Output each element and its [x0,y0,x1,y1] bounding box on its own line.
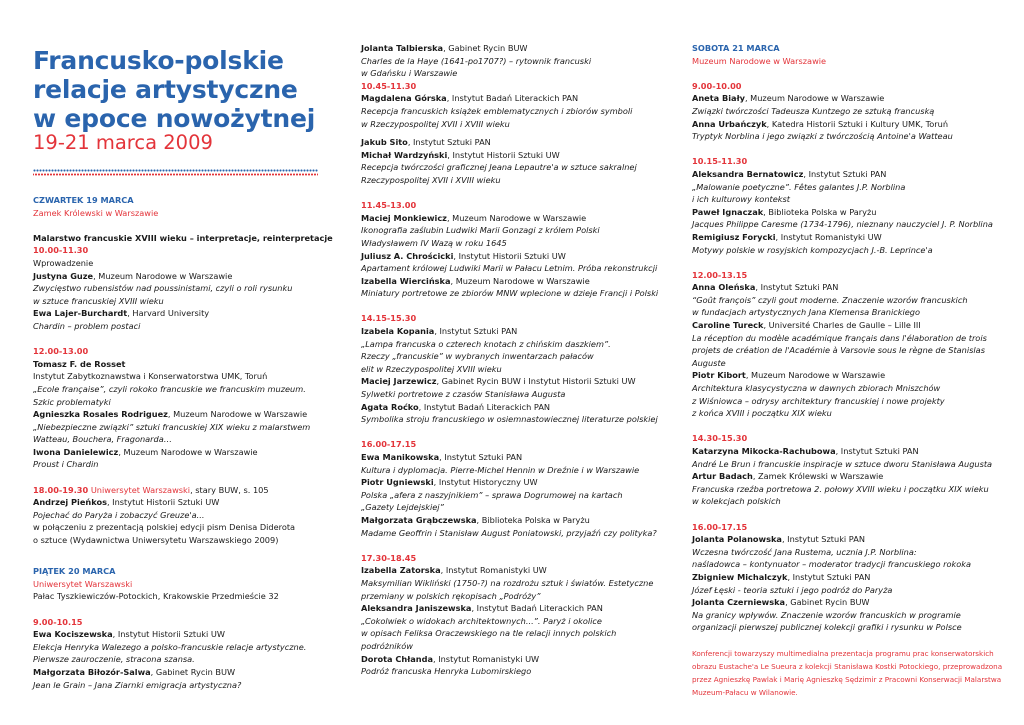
speaker-line [361,375,673,388]
lecture-title: Miniatury portretowe ze zbiorów MNW wplecione w dzieje Francji i Polski [361,288,659,299]
lecture-title: Charles de la Haye (1641-po1707?) – rytownik francuski [361,55,592,66]
venue-name: Uniwersytet Warszawski [33,578,133,589]
spacer [692,508,1004,521]
speaker-name: Iwona Danielewicz [33,446,119,457]
venue-name: Muzeum Narodowe w Warszawie [692,55,827,66]
title-line-3: w epoce nowożytnej [33,104,316,133]
text-line: Pałac Tyszkiewiczów-Potockich, Krakowskie Przedmieście 32 [33,591,279,602]
spacer [361,300,673,313]
lecture-title: La réception du modèle académique français dans l'élaboration de trois [692,332,987,343]
lecture-title: Zwycięstwo rubensistów nad poussinistami, czyli o roli rysunku [33,283,293,294]
speaker-affiliation: , Muzeum Narodowe w Warszawie [167,409,308,420]
speaker-line [692,533,1004,546]
lecture-title: Chardin – problem postaci [33,320,141,331]
dotted-divider [33,169,318,176]
speaker-name: Aneta Biały [692,93,745,104]
spacer [692,67,1004,80]
speaker-name: Małgorzata Grąbczewska [361,514,477,525]
speaker-affiliation: , Katedra Historii Sztuki i Kultury UMK, Toruń [766,118,949,129]
lecture-title: Sylwetki portretowe z czasów Stanisława Augusta [361,389,566,400]
speaker-line [361,250,673,263]
speaker-name: Andrzej Pieńkos [33,497,107,508]
speaker-affiliation: , Harvard University [127,308,210,319]
speaker-affiliation: , Instytut Historii Sztuki UW [112,629,226,640]
lecture-title: Jacques Philippe Caresme (1734-1796), nieznany nauczyciel J. P. Norblina [692,219,993,230]
speaker-line [692,596,1004,609]
title-line-1: Francusko-polskie [33,46,284,75]
speaker-affiliation: , Instytut Historii Sztuki UW [447,149,560,160]
speaker-name: Piotr Ugniewski [361,477,434,488]
lecture-title: projets de création de l'Académie à Varsovie sous le règne de Stanislas [692,345,985,356]
lecture-title: Rzeczypospolitej XVII i XVIII wieku [361,174,501,185]
speaker-name: Justyna Guze [33,270,94,281]
speaker-affiliation: , Muzeum Narodowe w Warszawie [446,212,587,223]
speaker-name: Jolanta Polanowska [692,534,782,545]
lecture-title: „Niebezpieczne związki” sztuki francuskiej XIX wieku z malarstwem [33,421,311,432]
lecture-title: w fundacjach artystycznych Jana Klemensa Branickiego [692,307,920,318]
spacer [361,426,673,439]
text-line: w połączeniu z prezentacją polskiej edycji pism Denisa Diderota [33,522,296,533]
session-time: 11.45-13.00 [361,200,417,211]
speaker-name: Magdalena Górska [361,93,447,104]
speaker-name: Małgorzata Biłozór-Salwa [33,666,151,677]
spacer [33,471,328,484]
speaker-name: Remigiusz Forycki [692,231,776,242]
speaker-affiliation: , Instytut Historyczny UW [433,477,538,488]
speaker-affiliation: , Instytut Sztuki PAN [434,326,518,337]
speaker-affiliation: , Gabinet Rycin BUW i Instytut Historii Sztuki UW [436,376,636,387]
session-time: 14.15-15.30 [361,313,417,324]
speaker-name: Agata Roćko [361,401,419,412]
spacer [33,333,328,346]
lecture-title: „Cokolwiek o widokach architektownych...”. Paryż i okolice [361,615,602,626]
lecture-title: Wczesna twórczość Jana Rustema, ucznia J.P. Norblina: [692,546,917,557]
lecture-title: w Gdańsku i Warszawie [361,68,458,79]
speaker-line [361,514,673,527]
lecture-title: André Le Brun i francuskie inspiracje w sztuce dworu Stanisława Augusta [692,458,993,469]
spacer [33,219,328,232]
session-time: 16.00-17.15 [361,439,417,450]
speaker-affiliation: , Instytut Romanistyki UW [433,653,540,664]
speaker-line [361,42,673,55]
speaker-line [692,470,1004,483]
speaker-name: Agnieszka Rosales Rodriguez [33,409,168,420]
speaker-line [692,445,1004,458]
speaker-name: Aleksandra Janiszewska [361,603,472,614]
session-time: 9.00-10.15 [33,616,83,627]
venue-name: Zamek Królewski w Warszawie [33,207,159,218]
speaker-line [692,369,1004,382]
speaker-name: Paweł Ignaczak [692,206,764,217]
spacer [361,187,673,200]
spacer [692,634,1004,647]
speaker-affiliation: , Instytut Sztuki PAN [835,446,919,456]
session-time: 17.30-18.45 [361,552,417,563]
speaker-line [361,602,673,615]
speaker-name: Jolanta Czerniewska [692,597,786,608]
speaker-name: Piotr Kibort [692,370,746,381]
footnote-line: przez Agnieszkę Pawlak i Marię Agnieszkę Sędzimir z Pracowni Konserwacji Malarstwa [692,674,1002,684]
lecture-title: Watteau, Bouchera, Fragonarda… [33,434,172,445]
lecture-title: „Gazety Lejdejskiej” [361,502,444,513]
lecture-title: Elekcja Henryka Walezego a polsko-francuskie relacje artystyczne. [33,641,307,652]
speaker-affiliation: , Université Charles de Gaulle – Lille III [763,320,921,331]
title-line-2: relacje artystyczne [33,75,298,104]
speaker-line [361,136,673,149]
lecture-title: Recepcja twórczości graficznej Jeana Lepautre'a w sztuce sakralnej [361,162,637,173]
speaker-affiliation: , Gabinet Rycin BUW [785,597,870,608]
text-line: o sztuce (Wydawnictwa Uniwersytetu Warszawskiego 2009) [33,535,279,546]
speaker-name: Katarzyna Mikocka-Rachubowa [692,446,836,456]
day-heading: PIĄTEK 20 MARCA [33,566,116,577]
speaker-name: Maciej Monkiewicz [361,212,447,223]
section-heading: Tomasz F. de Rosset [33,358,126,369]
speaker-line [33,408,328,421]
speaker-name: Michał Wardzyński [361,149,448,160]
spacer [361,539,673,552]
lecture-title: Pojechać do Paryża i zobaczyć Greuze'a... [33,509,205,520]
speaker-affiliation: , Gabinet Rycin BUW [443,43,528,53]
lecture-title: przemiany w polskich rękopisach „Podróży” [361,590,541,601]
lecture-title: Recepcja francuskich książek emblematycznych i zbiorów symboli [361,105,633,116]
speaker-name: Zbigniew Michalczyk [692,571,788,582]
speaker-affiliation: , Muzeum Narodowe w Warszawie [450,275,590,286]
speaker-name: Izabela Kopania [361,326,435,337]
session-time: 12.00-13.00 [33,346,89,357]
speaker-line [692,118,1004,131]
speaker-affiliation: , Instytut Sztuki PAN [781,534,865,545]
venue-detail: , stary BUW, s. 105 [190,484,269,495]
speaker-line [361,401,673,414]
lecture-title: naśladowca – kontynuator – moderator tradycji francuskiego rokoka [692,559,971,570]
speaker-name: Artur Badach [692,471,753,482]
speaker-name: Ewa Lajer-Burchardt [33,308,128,319]
lecture-title: Władysławem IV Wazą w roku 1645 [361,237,507,248]
session-time: 10.45-11.30 [361,80,417,91]
text-line: Instytut Zabytkoznawstwa i Konserwatorstwa UMK, Toruń [33,371,268,382]
lecture-title: „Lampa francuska o czterech knotach z chińskim daszkiem”. [361,338,611,349]
lecture-title: w sztuce francuskiej XVIII wieku [33,295,164,306]
speaker-line [33,628,328,641]
lecture-title: Symbolika stroju francuskiego w osiemnastowiecznej literaturze polskiej [361,414,658,425]
speaker-name: Aleksandra Bernatowicz [692,168,804,179]
footnote-line: Konferencji towarzyszy multimedialna prezentacja programu prac konserwatorskich [692,648,994,658]
speaker-affiliation: , Instytut Sztuki PAN [787,571,871,582]
lecture-title: „Malowanie poetyczne”. Fêtes galantes J.P. Norblina [692,181,906,192]
speaker-line [33,666,328,679]
lecture-title: Motywy polskie w rosyjskich kompozycjach J.-B. Leprince'a [692,244,933,255]
speaker-line [692,571,1004,584]
day-heading: SOBOTA 21 MARCA [692,43,780,53]
section-heading: Malarstwo francuskie XVIII wieku – interpretacje, reinterpretacje [33,232,333,243]
lecture-title: Francuska rzeźba portretowa 2. połowy XVIII wieku i początku XIX wieku [692,483,989,494]
lecture-title: organizacji pierwszej publicznej kolekcji grafiki i rysunku w Polsce [692,622,962,633]
speaker-affiliation: , Instytut Sztuki PAN [407,137,491,148]
speaker-name: Anna Urbańczyk [692,118,767,129]
speaker-name: Izabella Wiercińska [361,275,451,286]
lecture-title: podróżników [361,640,413,651]
lecture-title: Kultura i dyplomacja. Pierre-Michel Hennin w Dreźnie i w Warszawie [361,464,640,475]
lecture-title: Tryptyk Norblina i jego związki z twórczością Antoine'a Watteau [692,131,953,142]
speaker-line [361,275,673,288]
day-heading: CZWARTEK 19 MARCA [33,195,134,205]
speaker-line [33,446,328,459]
session-time: 9.00-10.00 [692,80,742,91]
speaker-line [692,281,1004,294]
lecture-title: Rzeczy „francuskie” w wybranych inwentarzach pałaców [361,351,594,362]
speaker-line [361,653,673,666]
speaker-name: Maciej Jarzewicz [361,376,437,387]
speaker-affiliation: , Biblioteka Polska w Paryżu [476,514,590,525]
speaker-affiliation: , Zamek Królewski w Warszawie [752,471,884,482]
speaker-line [361,476,673,489]
speaker-name: Anna Oleńska [692,282,756,293]
session-time: 16.00-17.15 [692,521,748,532]
speaker-affiliation: , Instytut Sztuki PAN [439,452,523,462]
speaker-affiliation: , Muzeum Narodowe w Warszawie [745,370,886,381]
speaker-line [361,451,673,464]
document-title [33,46,333,133]
program-column-3 [692,42,1004,699]
lecture-title: Na granicy wpływów. Znaczenie wzorów francuskich w programie [692,609,961,620]
speaker-name: Izabella Zatorska [361,565,441,576]
speaker-name: Ewa Kociszewska [33,629,113,640]
lecture-title: Maksymilian Wikliński (1750-?) na rozdrożu sztuk i światów. Estetyczne [361,577,654,588]
speaker-affiliation: , Muzeum Narodowe w Warszawie [118,446,258,457]
spacer [33,547,328,560]
lecture-title: w kolekcjach polskich [692,496,781,507]
footnote-line: obrazu Eustache'a Le Sueura z kolekcji Stanisława Kostki Potockiego, przeprowadzona [692,661,1003,671]
speaker-affiliation: , Instytut Romanistyki UW [440,565,547,576]
speaker-name: Jakub Sito [361,137,408,148]
lecture-title: Podróż francuska Henryka Lubomirskiego [361,666,532,677]
lecture-title: Apartament królowej Ludwiki Marii w Pałacu Letnim. Próba rekonstrukcji [361,263,658,274]
speaker-affiliation: , Instytut Badań Literackich PAN [446,93,579,104]
speaker-affiliation: , Muzeum Narodowe w Warszawie [93,270,233,281]
speaker-line [361,212,673,225]
lecture-title: Pierwsze zauroczenie, stracona szansa. [33,654,195,665]
text-line: Wprowadzenie [33,257,94,268]
lecture-title: Proust i Chardin [33,459,99,470]
speaker-line [361,149,673,162]
lecture-title: Szkic problematyki [33,396,111,407]
speaker-line [692,206,1004,219]
session-time: 18.00-19.30 [33,484,89,495]
speaker-name: Juliusz A. Chrościcki [361,250,454,261]
speaker-line [692,231,1004,244]
speaker-name: Dorota Chłanda [361,653,433,664]
speaker-affiliation: , Instytut Romanistyki UW [775,231,882,242]
spacer [692,420,1004,433]
program-column-1 [33,194,333,691]
lecture-title: Auguste [692,357,726,368]
lecture-title: “Goût françois” czyli gout moderne. Znaczenie wzorów francuskich [692,294,968,305]
lecture-title: z Wiśniowca – odrysy architektury francuskiej i nowe projekty [692,395,945,406]
speaker-affiliation: , Instytut Sztuki PAN [755,282,839,293]
lecture-title: i ich kulturowy kontekst [692,194,790,205]
speaker-affiliation: , Instytut Sztuki PAN [803,168,887,179]
speaker-name: Caroline Tureck [692,320,764,331]
lecture-title: Józef Łęski - teoria sztuki i jego podróż do Paryża [692,584,893,595]
lecture-title: elit w Rzeczypospolitej XVIII wieku [361,363,502,374]
lecture-title: „Ecole française”, czyli rokoko francuskie we francuskim muzeum. [33,383,306,394]
spacer [692,256,1004,269]
session-time: 14.30-15.30 [692,433,748,444]
speaker-line [33,307,328,320]
speaker-line [361,564,673,577]
lecture-title: Architektura klasycystyczna w dawnych zbiorach Mniszchów [692,383,941,394]
lecture-title: Madame Geoffrin i Stanisław August Poniatowski, przyjaźń czy polityka? [361,527,657,538]
speaker-affiliation: , Instytut Historii Sztuki UW [453,250,566,261]
lecture-title: Związki twórczości Tadeusza Kuntzego ze sztuką francuską [692,105,935,116]
lecture-title: w Rzeczypospolitej XVII i XVIII wieku [361,118,510,129]
program-column-2 [361,42,673,678]
speaker-line [692,168,1004,181]
session-time: 10.00-11.30 [33,245,89,256]
session-time: 12.00-13.15 [692,269,748,280]
speaker-line [361,92,673,105]
speaker-line [33,496,328,509]
speaker-affiliation: , Gabinet Rycin BUW [150,666,236,677]
speaker-affiliation: , Instytut Historii Sztuki UW [106,497,220,508]
spacer [33,603,328,616]
speaker-line [692,92,1004,105]
speaker-name: Jolanta Talbierska [361,43,444,53]
lecture-title: Ikonografia zaślubin Ludwiki Marii Gonzagi z królem Polski [361,225,600,236]
conference-dates: 19-21 marca 2009 [33,131,213,154]
speaker-line [361,325,673,338]
speaker-affiliation: , Muzeum Narodowe w Warszawie [744,93,885,104]
speaker-line [33,270,328,283]
lecture-title: w opisach Feliksa Oraczewskiego na tle relacji innych polskich [361,628,617,639]
speaker-line [692,319,1004,332]
speaker-affiliation: , Instytut Badań Literackich PAN [471,603,603,614]
speaker-affiliation: , Biblioteka Polska w Paryżu [763,206,877,217]
lecture-title: z końca XVIII i początku XIX wieku [692,408,832,419]
speaker-affiliation: , Instytut Badań Literackich PAN [418,401,551,412]
session-time-venue [33,484,328,497]
spacer [692,143,1004,156]
footnote-line: Muzeum-Pałacu w Wilanowie. [692,688,798,698]
speaker-name: Ewa Manikowska [361,452,440,462]
lecture-title: Jean le Grain – Jana Ziarnki emigracja artystyczna? [33,679,242,690]
lecture-title: Polska „afera z naszyjnikiem” – sprawa Dogrumowej na kartach [361,489,623,500]
session-time: 10.15-11.30 [692,156,748,167]
venue-name: Uniwersytet Warszawski [90,484,191,495]
